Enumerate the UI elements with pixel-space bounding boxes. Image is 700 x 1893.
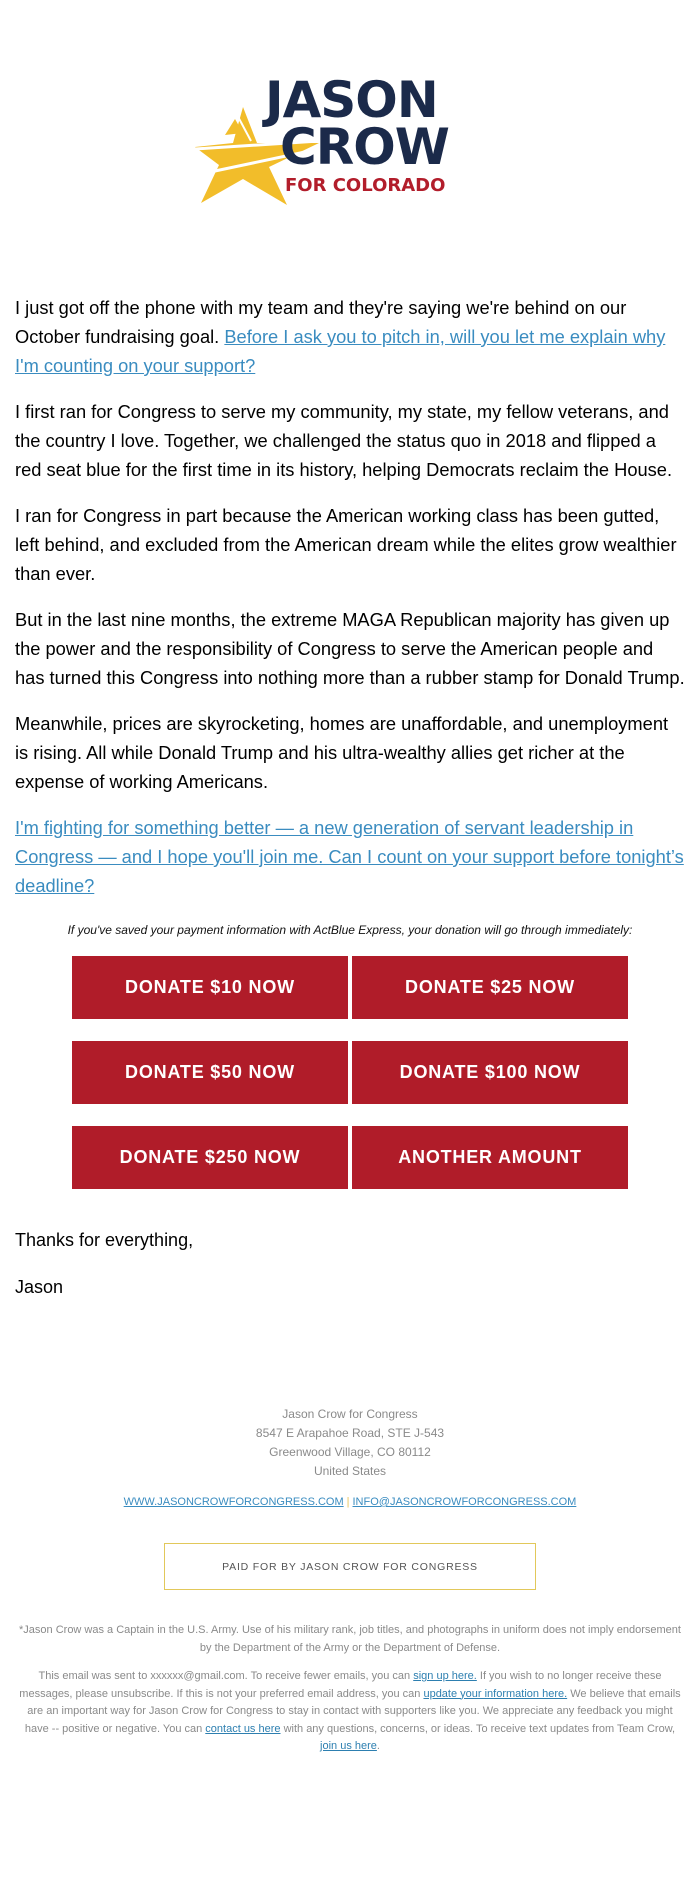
paragraph-3: I ran for Congress in part because the American working class has been gutted, left behind, and excluded from the American dream while the elites grow wealthier than ever. (15, 505, 677, 584)
footer-links (0, 1496, 700, 1508)
contact-us-link[interactable]: contact us here (205, 1722, 281, 1735)
logo-text-jason: JASON (265, 71, 438, 129)
signoff (15, 1228, 193, 1322)
donate-25-button[interactable]: DONATE $25 NOW (352, 956, 628, 1019)
closing-text: Thanks for everything, (15, 1230, 194, 1250)
footer-address (0, 1405, 700, 1481)
paragraph-5: Meanwhile, prices are skyrocketing, homes are unaffordable, and unemployment is rising. All while Donald Trump and his ultra-wealthy allies get richer at the expense of working Americans. (15, 713, 669, 792)
logo-text-for-colorado: FOR COLORADO (285, 175, 446, 196)
legal-text-1: This email was sent to xxxxxx@gmail.com. To receive fewer emails, you can (38, 1670, 414, 1682)
address-country: United States (313, 1464, 387, 1478)
paid-for-text: PAID FOR BY JASON CROW FOR CONGRESS (222, 1560, 478, 1573)
paragraph-2: I first ran for Congress to serve my community, my state, my fellow veterans, and the country I love. Together, we challenged the status quo in 2018 and flipped a red seat blue for the first time in its history, helping Democrats reclaim the House. (15, 401, 673, 480)
link-separator: | (346, 1496, 350, 1508)
email-link[interactable]: INFO@JASONCROWFORCONGRESS.COM (352, 1496, 577, 1508)
explain-link[interactable]: Before I ask you to pitch in, will you let me explain why I'm counting on your support? (15, 326, 666, 376)
signature-name: Jason (15, 1277, 64, 1297)
address-city: Greenwood Village, CO 80112 (269, 1445, 431, 1459)
update-info-link[interactable]: update your information here. (423, 1687, 568, 1700)
legal-text-5: . (376, 1740, 380, 1752)
donate-50-button[interactable]: DONATE $50 NOW (72, 1041, 348, 1104)
paid-for-disclaimer-box (164, 1543, 536, 1590)
paragraph-1-text: I just got off the phone with my team and they're saying we're behind on our October fundraising goal. (15, 297, 627, 347)
paragraph-4: But in the last nine months, the extreme MAGA Republican majority has given up the power and the responsibility of Congress to serve the American people and has turned this Congress into nothing more than a rubber stamp for Donald Trump. (15, 609, 685, 688)
donate-10-button[interactable]: DONATE $10 NOW (72, 956, 348, 1019)
paragraph-6 (15, 813, 685, 900)
legal-text-4: with any questions, concerns, or ideas. To receive text updates from Team Crow, (280, 1722, 676, 1735)
donate-100-button[interactable]: DONATE $100 NOW (352, 1041, 628, 1104)
legal-text-2: If you wish to no longer receive these messages, please unsubscribe. If this is not your preferred email address, you can (19, 1670, 662, 1700)
another-amount-button[interactable]: ANOTHER AMOUNT (352, 1126, 628, 1189)
address-org: Jason Crow for Congress (282, 1407, 418, 1421)
actblue-express-note: If you've saved your payment information with ActBlue Express, your donation will go through immediately: (67, 923, 633, 937)
legal-text-3: We believe that emails are an important way for Jason Crow for Congress to stay in contact with supporters like you. We appreciate any feedback you might have -- positive or negative. You can (24, 1687, 681, 1735)
support-deadline-link[interactable]: I'm fighting for something better — a new generation of servant leadership in Congress — and I hope you'll join me. Can I count on your support before tonight’s deadline? (15, 817, 684, 896)
logo-text-crow: CROW (280, 118, 449, 176)
donate-row-2 (72, 1041, 628, 1104)
sign-up-link[interactable]: sign up here. (413, 1670, 477, 1682)
campaign-logo[interactable] (195, 71, 465, 205)
website-link[interactable]: WWW.JASONCROWFORCONGRESS.COM (123, 1496, 344, 1508)
legal-text (15, 1668, 685, 1756)
military-disclaimer: *Jason Crow was a Captain in the U.S. Army. Use of his military rank, job titles, and photographs in uniform does not imply endorsement by the Department of the Army or the Department of Defense. (19, 1624, 681, 1654)
email-body (15, 293, 685, 917)
donate-250-button[interactable]: DONATE $250 NOW (72, 1126, 348, 1189)
donate-row-3 (72, 1126, 628, 1189)
header-logo-area (0, 60, 700, 220)
donate-row-1 (72, 956, 628, 1019)
join-us-link[interactable]: join us here (320, 1740, 377, 1752)
paragraph-1 (15, 293, 685, 380)
address-street: 8547 E Arapahoe Road, STE J-543 (255, 1426, 445, 1440)
donate-button-grid (72, 956, 628, 1211)
